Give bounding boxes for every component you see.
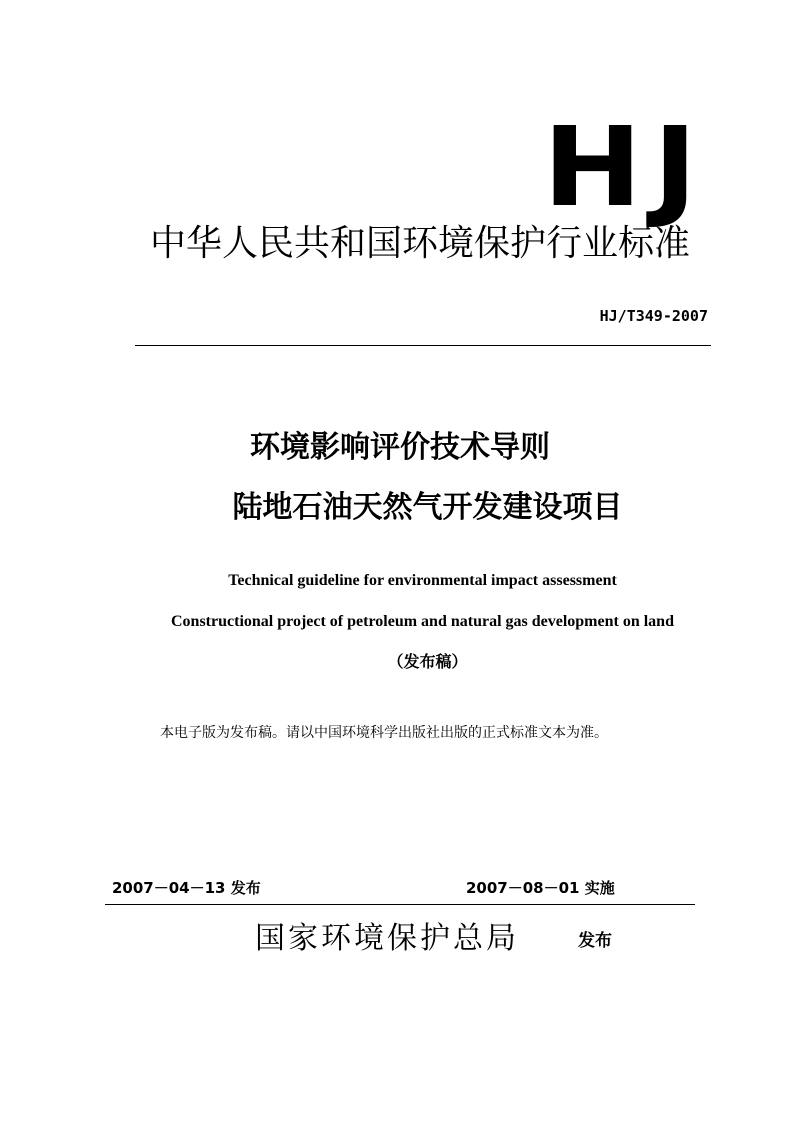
industry-standard-heading: 中华人民共和国环境保护行业标准: [150, 223, 691, 264]
title-cn-line2: 陆地石油天然气开发建设项目: [232, 490, 623, 525]
title-en-line2: Constructional project of petroleum and natural gas development on land: [171, 613, 674, 630]
edition-notice: 本电子版为发布稿。请以中国环境科学出版社出版的正式标准文本为准。: [160, 725, 608, 741]
standard-number: HJ/T349-2007: [599, 307, 708, 325]
issuing-authority: 国家环境保护总局: [255, 921, 519, 956]
bottom-divider: [105, 904, 695, 905]
draft-label: （发布稿）: [387, 652, 468, 671]
top-divider: [135, 345, 711, 346]
title-en-line1: Technical guideline for environmental impact assessment: [228, 572, 617, 589]
implementation-date: 2007－08－01 实施: [466, 879, 615, 897]
issue-date: 2007－04－13 发布: [112, 879, 261, 897]
hj-logo: HJ: [542, 103, 708, 231]
issuer-action: 发布: [578, 931, 612, 951]
title-cn-line1: 环境影响评价技术导则: [250, 430, 550, 465]
